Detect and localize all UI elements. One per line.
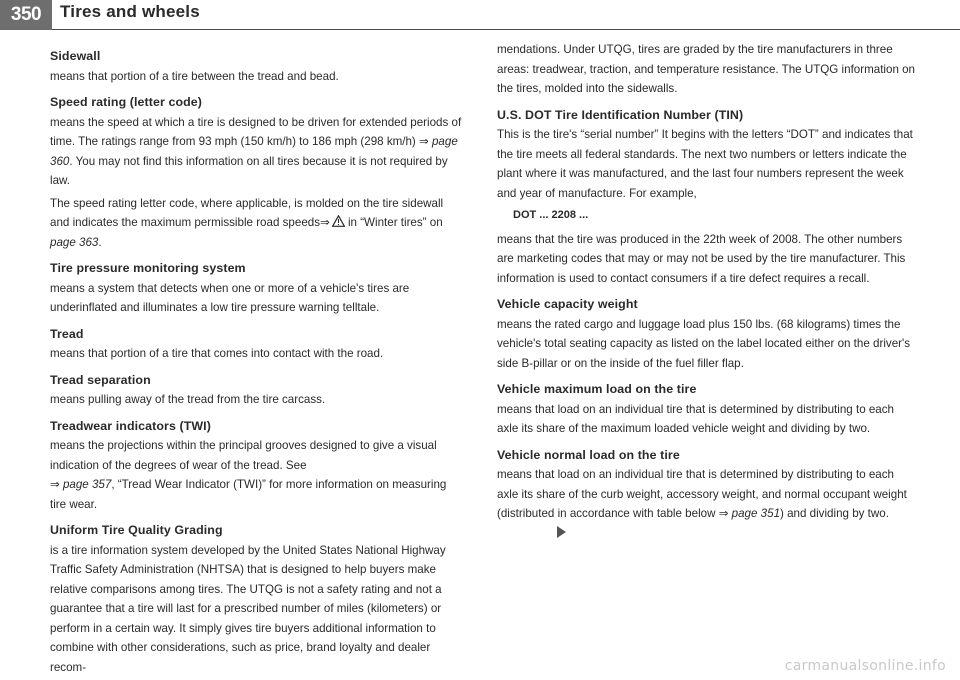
def-sidewall: means that portion of a tire between the tread and bead. [50,69,339,83]
def-utqg-continued: mendations. Under UTQG, tires are graded by the tire manufacturers in three areas: treadwear, traction, and temperature resistance. The UTQG information on the tires, molded into the sidewalls. [497,43,916,95]
page-ref-link[interactable]: page 351 [731,507,781,520]
term-normal-load: Vehicle normal load on the tire [497,447,680,462]
def-speed-rating-2: The speed rating letter code, where applicable, is molded on the tire sidewall and indicates the maximum permissible road speeds⇒ in “Winter tires” on page 363. [50,196,444,249]
ref-arrow-icon: ⇒ [50,478,60,491]
term-max-load: Vehicle maximum load on the tire [497,382,697,396]
term-capacity-weight: Vehicle capacity weight [497,297,638,311]
def-utqg: is a tire information system developed by the United States National Highway Traffic Safety Administration (NHTSA) that is designed to help buyers make relative comparisons among tires. The UTQG is not a safety rating and not a guarantee that a tire will last for a prescribed number of miles (kilometers) or perform in a certain way. It simply gives tire buyers additional information to combine with other considerations, such as price, brand loyalty and dealer recom- [50,543,446,674]
chapter-title: Tires and wheels [60,2,200,21]
def-normal-load: means that load on an individual tire that is determined by distributing to each axle its share of the curb weight, accessory weight, and normal occupant weight (distributed in accordance with table below ⇒ page 351) and dividing by two. [497,465,915,543]
term-sidewall: Sidewall [50,49,101,63]
term-utqg: Uniform Tire Quality Grading [50,523,223,537]
page-ref-link[interactable]: page 360 [50,135,458,168]
def-max-load: means that load on an individual tire that is determined by distributing to each axle its share of the maximum loaded vehicle weight and dividing by two. [497,402,895,435]
page-ref-link[interactable]: page 357 [62,478,112,491]
page-number: 350 [0,0,52,30]
page-header [0,0,960,34]
def-tread-separation: means pulling away of the tread from the tire carcass. [50,393,326,406]
ref-arrow-icon: ⇒ [718,507,729,520]
right-column [497,40,915,546]
term-tin: U.S. DOT Tire Identification Number (TIN) [497,107,744,122]
ref-arrow-icon: ⇒ [320,216,330,229]
dot-example: DOT ... 2208 ... [513,209,589,221]
def-tin: This is the tire's “serial number” It begins with the letters “DOT” and indicates that the tire meets all federal standards. The next two numbers or letters indicate the plant where it was manufactured, and the last four numbers represent the week and year of manufacture. For example, [497,128,913,200]
term-tread: Tread [50,326,84,341]
left-column [50,40,462,680]
page-ref-link[interactable]: page 363 [50,235,99,249]
watermark: carmanualsonline.info [784,658,946,674]
def-twi: means the projections within the principal grooves designed to give a visual indication of the degrees of wear of the tread. See ⇒ page 357, “Tread Wear Indicator (TWI)” for more information on measuring tire wear. [50,439,447,511]
ref-arrow-icon: ⇒ [419,135,429,148]
def-tread: means that portion of a tire that comes into contact with the road. [50,347,384,360]
term-twi: Treadwear indicators (TWI) [50,418,211,433]
def-tin-2: means that the tire was produced in the 22th week of 2008. The other numbers are marketing codes that may or may not be used by the tire manufacturer. This information is used to contact consumers if a tire defect requires a recall. [497,232,906,285]
term-tread-separation: Tread separation [50,372,151,387]
term-tpms: Tire pressure monitoring system [50,261,246,275]
def-tpms: means a system that detects when one or more of a vehicle's tires are underinflated and illuminates a low tire pressure warning telltale. [50,281,410,314]
term-speed-rating: Speed rating (letter code) [50,95,203,109]
continue-arrow-icon[interactable] [557,526,566,538]
def-speed-rating: means the speed at which a tire is designed to be driven for extended periods of time. The ratings range from 93 mph (150 km/h) to 186 mph (298 km/h) ⇒ page 360. You may not find this information on all tires because it is not required by law. [50,115,462,187]
warning-triangle-icon[interactable] [332,215,345,227]
header-rule [52,29,960,30]
def-capacity-weight: means the rated cargo and luggage load plus 150 lbs. (68 kilograms) times the vehicle's total seating capacity as listed on the label located either on the driver's side B-pillar or on the inside of the fuel filler flap. [497,317,911,370]
